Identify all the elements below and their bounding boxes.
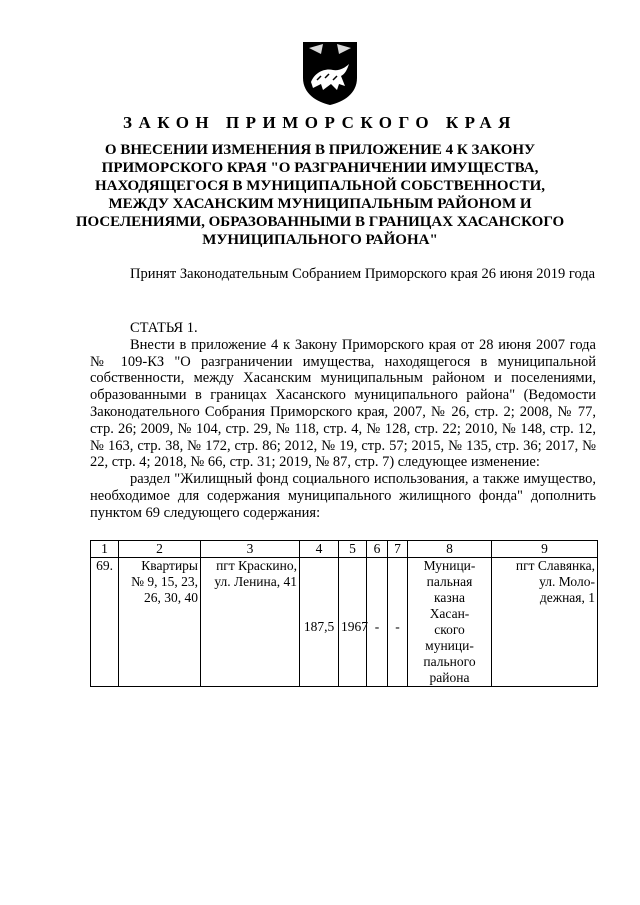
law-title: ЗАКОН ПРИМОРСКОГО КРАЯ [123,113,517,132]
table-header-cell: 2 [119,541,201,558]
area-cell: 187,5 [300,558,339,687]
subtitle-line: О ВНЕСЕНИИ ИЗМЕНЕНИЯ В ПРИЛОЖЕНИЕ 4 К ЗАКОНУ [104,142,536,158]
table-header-row [91,541,598,558]
cell-line: Квартиры [141,558,198,573]
col6-cell: - [367,558,388,687]
cell-line: Хасан- [429,606,470,621]
table-header-cell: 5 [339,541,367,558]
table-row [91,558,598,687]
subtitle-line: ПРИМОРСКОГО КРАЯ "О РАЗГРАНИЧЕНИИ ИМУЩЕСТВА, [101,160,539,176]
table-header-cell: 6 [367,541,388,558]
subtitle-line: ПОСЕЛЕНИЯМИ, ОБРАЗОВАННЫМИ В ГРАНИЦАХ ХАСАНСКОГО [75,214,565,230]
cell-line: пального [423,654,476,669]
adoption-statement [90,266,596,283]
subtitle-line: МЕЖДУ ХАСАНСКИМ МУНИЦИПАЛЬНЫМ РАЙОНОМ И [108,196,532,212]
table-header-cell: 8 [408,541,492,558]
cell-line: ского [434,622,465,637]
col7-cell: - [388,558,408,687]
object-name-cell [119,558,201,687]
cell-line: Муници- [423,558,476,573]
cell-line: района [429,670,470,685]
year-cell: 1967 [339,558,367,687]
article-heading: СТАТЬЯ 1. [130,320,198,336]
row-number: 69. [91,558,119,687]
article-paragraph: Внести в приложение 4 к Закону Приморского края от 28 июня 2007 года № 109-КЗ "О разграничении имущества, находящегося в муниципальной собственности, между Хасанским муниципальным районом и поселениями, образованными в границах Хасанского муниципального района" (Ведомости Законодательного Собрания Приморского края, 2007, № 26, стр. 2; 2008, № 77, стр. 26; 2009, № 104, стр. 29, № 118, стр. 4, № 128, стр. 22; 2010, № 148, стр. 12, № 163, стр. 38, № 172, стр. 86; 2012, № 19, стр. 57; 2015, № 135, стр. 36; 2017, № 22, стр. 4; 2018, № 66, стр. 31; 2019, № 87, стр. 7) следующее изменение: [90,336,596,471]
cell-line: пальная [426,574,473,589]
subtitle-line: НАХОДЯЩЕГОСЯ В МУНИЦИПАЛЬНОЙ СОБСТВЕННОСТИ, [94,178,546,194]
article-paragraph: раздел "Жилищный фонд социального использования, а также имущество, необходимое для содержания муниципального жилищного фонда" дополнить пунктом 69 следующего содержания: [90,471,596,521]
address-cell [201,558,300,687]
table-header-cell: 9 [492,541,598,558]
cell-line: ул. Моло- [539,574,595,589]
table-header-cell: 1 [91,541,119,558]
cell-line: казна [434,590,465,605]
recipient-cell [492,558,598,687]
cell-line: дежная, 1 [539,590,595,605]
table-header-cell: 4 [300,541,339,558]
cell-line: 26, 30, 40 [144,590,198,605]
table-header-cell: 7 [388,541,408,558]
cell-line: пгт Краскино, [216,558,297,573]
coat-of-arms-icon [301,40,359,106]
adoption-text: Принят Законодательным Собранием Приморского края 26 июня 2019 года [130,266,596,282]
cell-line: ул. Ленина, 41 [214,574,297,589]
cell-line: № 9, 15, 23, [131,574,198,589]
amendment-table [90,540,597,687]
table-header-cell: 3 [201,541,300,558]
subtitle-line: МУНИЦИПАЛЬНОГО РАЙОНА" [202,232,438,248]
law-subtitle [72,141,568,249]
article-1 [90,320,596,522]
cell-line: муници- [425,638,474,653]
owner-cell [408,558,492,687]
cell-line: пгт Славянка, [515,558,595,573]
